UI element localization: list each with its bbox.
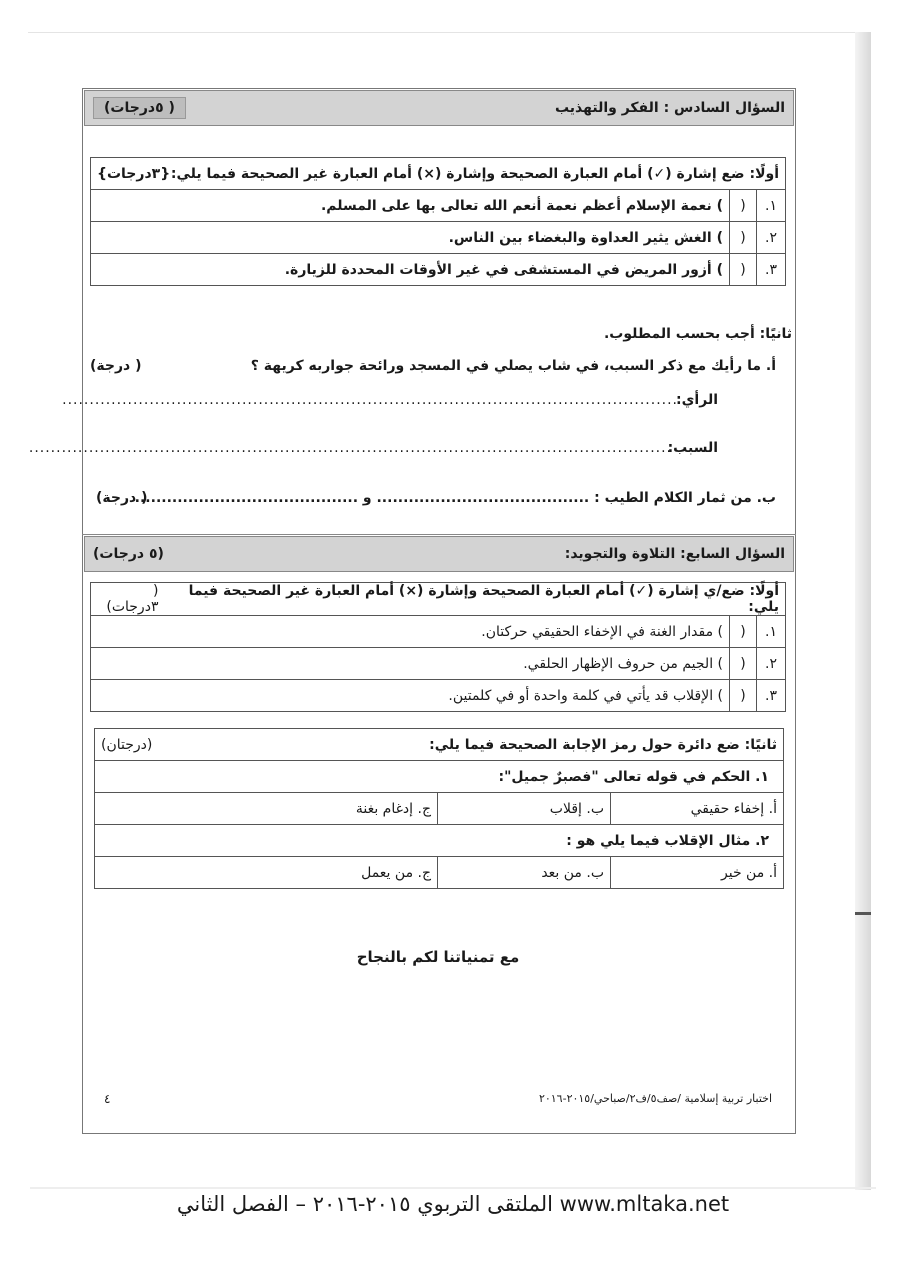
item-number: ٣. — [757, 680, 786, 712]
q6-grade: ( ٥درجات) — [93, 97, 186, 119]
statement-text: ) مقدار الغنة في الإخفاء الحقيقي حركتان. — [91, 616, 730, 648]
q6-truefalse-table — [90, 157, 786, 286]
mcq-option[interactable]: ج. من يعمل — [95, 857, 438, 889]
scan-bottom-edge — [30, 1187, 876, 1189]
item-number: ٢. — [757, 648, 786, 680]
statement-text: ) الإقلاب قد يأتي في كلمة واحدة أو في كلمتين. — [91, 680, 730, 712]
mcq-question: ٢. مثال الإقلاب فيما يلي هو : — [95, 825, 784, 857]
table-row — [91, 190, 786, 222]
q6-part1-grade: {٣درجات} — [97, 165, 171, 182]
q7-part1-header — [91, 583, 786, 616]
q7-truefalse-table — [90, 582, 786, 712]
opinion-label: الرأي: — [676, 392, 718, 408]
page-edge-shadow — [855, 32, 871, 1190]
opinion-answer-line[interactable]: ................................................................................................................. — [62, 392, 678, 408]
answer-blank[interactable]: ( — [730, 680, 757, 712]
q6-title: السؤال السادس : الفكر والتهذيب — [554, 100, 785, 116]
table-row — [91, 680, 786, 712]
mcq-option[interactable]: ب. من بعد — [438, 857, 611, 889]
item-number: ٢. — [757, 222, 786, 254]
answer-blank[interactable]: ( — [730, 190, 757, 222]
mcq-question: ١. الحكم في قوله تعالى "فصبرٌ جميل": — [95, 761, 784, 793]
q7-header — [84, 536, 794, 572]
statement-text: ) الجيم من حروف الإظهار الحلقي. — [91, 648, 730, 680]
q7-grade: (٥ درجات) — [93, 546, 164, 562]
q7-multiple-choice-table — [94, 728, 784, 889]
q7-part1-grade: ( ٣درجات) — [106, 583, 159, 615]
statement-text: ) نعمة الإسلام أعظم نعمة أنعم الله تعالى بها على المسلم. — [91, 190, 730, 222]
q7-part2-grade: (درجتان) — [101, 736, 153, 753]
item-number: ١. — [757, 190, 786, 222]
q6-part1-instruction: أولًا: ضع إشارة (✓) أمام العبارة الصحيحة وإشارة (×) أمام العبارة غير الصحيحة فيما يلي: — [170, 165, 779, 182]
q6-part2-question-b: ب. من ثمار الكلام الطيب : ........................................ و .......................................... — [134, 490, 776, 506]
item-number: ١. — [757, 616, 786, 648]
section-divider — [82, 534, 796, 535]
q6-part2-b-grade: ( درجة) — [96, 490, 148, 506]
table-row — [91, 648, 786, 680]
mcq-option[interactable]: ب. إقلاب — [438, 793, 611, 825]
page-edge-mark — [855, 912, 871, 915]
q6-header — [84, 90, 794, 126]
answer-blank[interactable]: ( — [730, 222, 757, 254]
statement-text: ) أزور المريض في المستشفى في غير الأوقات المحددة للزيارة. — [91, 254, 730, 286]
table-row — [91, 616, 786, 648]
q7-part2-instruction: ثانيًا: ضع دائرة حول رمز الإجابة الصحيحة فيما يلي: — [429, 736, 777, 753]
q6-part1-header — [91, 158, 786, 190]
reason-label: السبب: — [667, 440, 718, 456]
item-number: ٣. — [757, 254, 786, 286]
q6-part2-heading: ثانيًا: أجب بحسب المطلوب. — [603, 326, 792, 342]
mcq-option[interactable]: أ. من خير — [611, 857, 784, 889]
q6-part2-a-grade: ( درجة) — [90, 358, 142, 374]
mcq-option[interactable]: ج. إدغام بغنة — [95, 793, 438, 825]
answer-blank[interactable]: ( — [730, 648, 757, 680]
reason-answer-line[interactable]: ...................................................................................................................... — [28, 440, 672, 456]
page-number: ٤ — [104, 1092, 111, 1106]
mcq-option[interactable]: أ. إخفاء حقيقي — [611, 793, 784, 825]
q7-part1-instruction: أولًا: ضع/ي إشارة (✓) أمام العبارة الصحيحة وإشارة (×) أمام العبارة غير الصحيحة فيما يلي: — [188, 583, 779, 615]
table-row — [95, 857, 784, 889]
table-row — [91, 254, 786, 286]
site-caption: الملتقى التربوي ٢٠١٥-٢٠١٦ – الفصل الثاني www.mltaka.net — [176, 1192, 730, 1216]
q6-part2-question-a: أ. ما رأيك مع ذكر السبب، في شاب يصلي في المسجد ورائحة جواربه كريهة ؟ — [250, 358, 776, 374]
q7-part2-header — [95, 729, 784, 761]
table-row — [91, 222, 786, 254]
statement-text: ) الغش يثير العداوة والبغضاء بين الناس. — [91, 222, 730, 254]
exam-info-footer: اختبار تربية إسلامية /صف٥/ف٢/صباحي/٢٠١٥-٢٠١٦ — [538, 1092, 772, 1105]
q7-title: السؤال السابع: التلاوة والتجويد: — [564, 546, 785, 562]
table-row — [95, 793, 784, 825]
answer-blank[interactable]: ( — [730, 254, 757, 286]
answer-blank[interactable]: ( — [730, 616, 757, 648]
closing-wish: مع تمنياتنا لكم بالنجاح — [356, 948, 520, 966]
